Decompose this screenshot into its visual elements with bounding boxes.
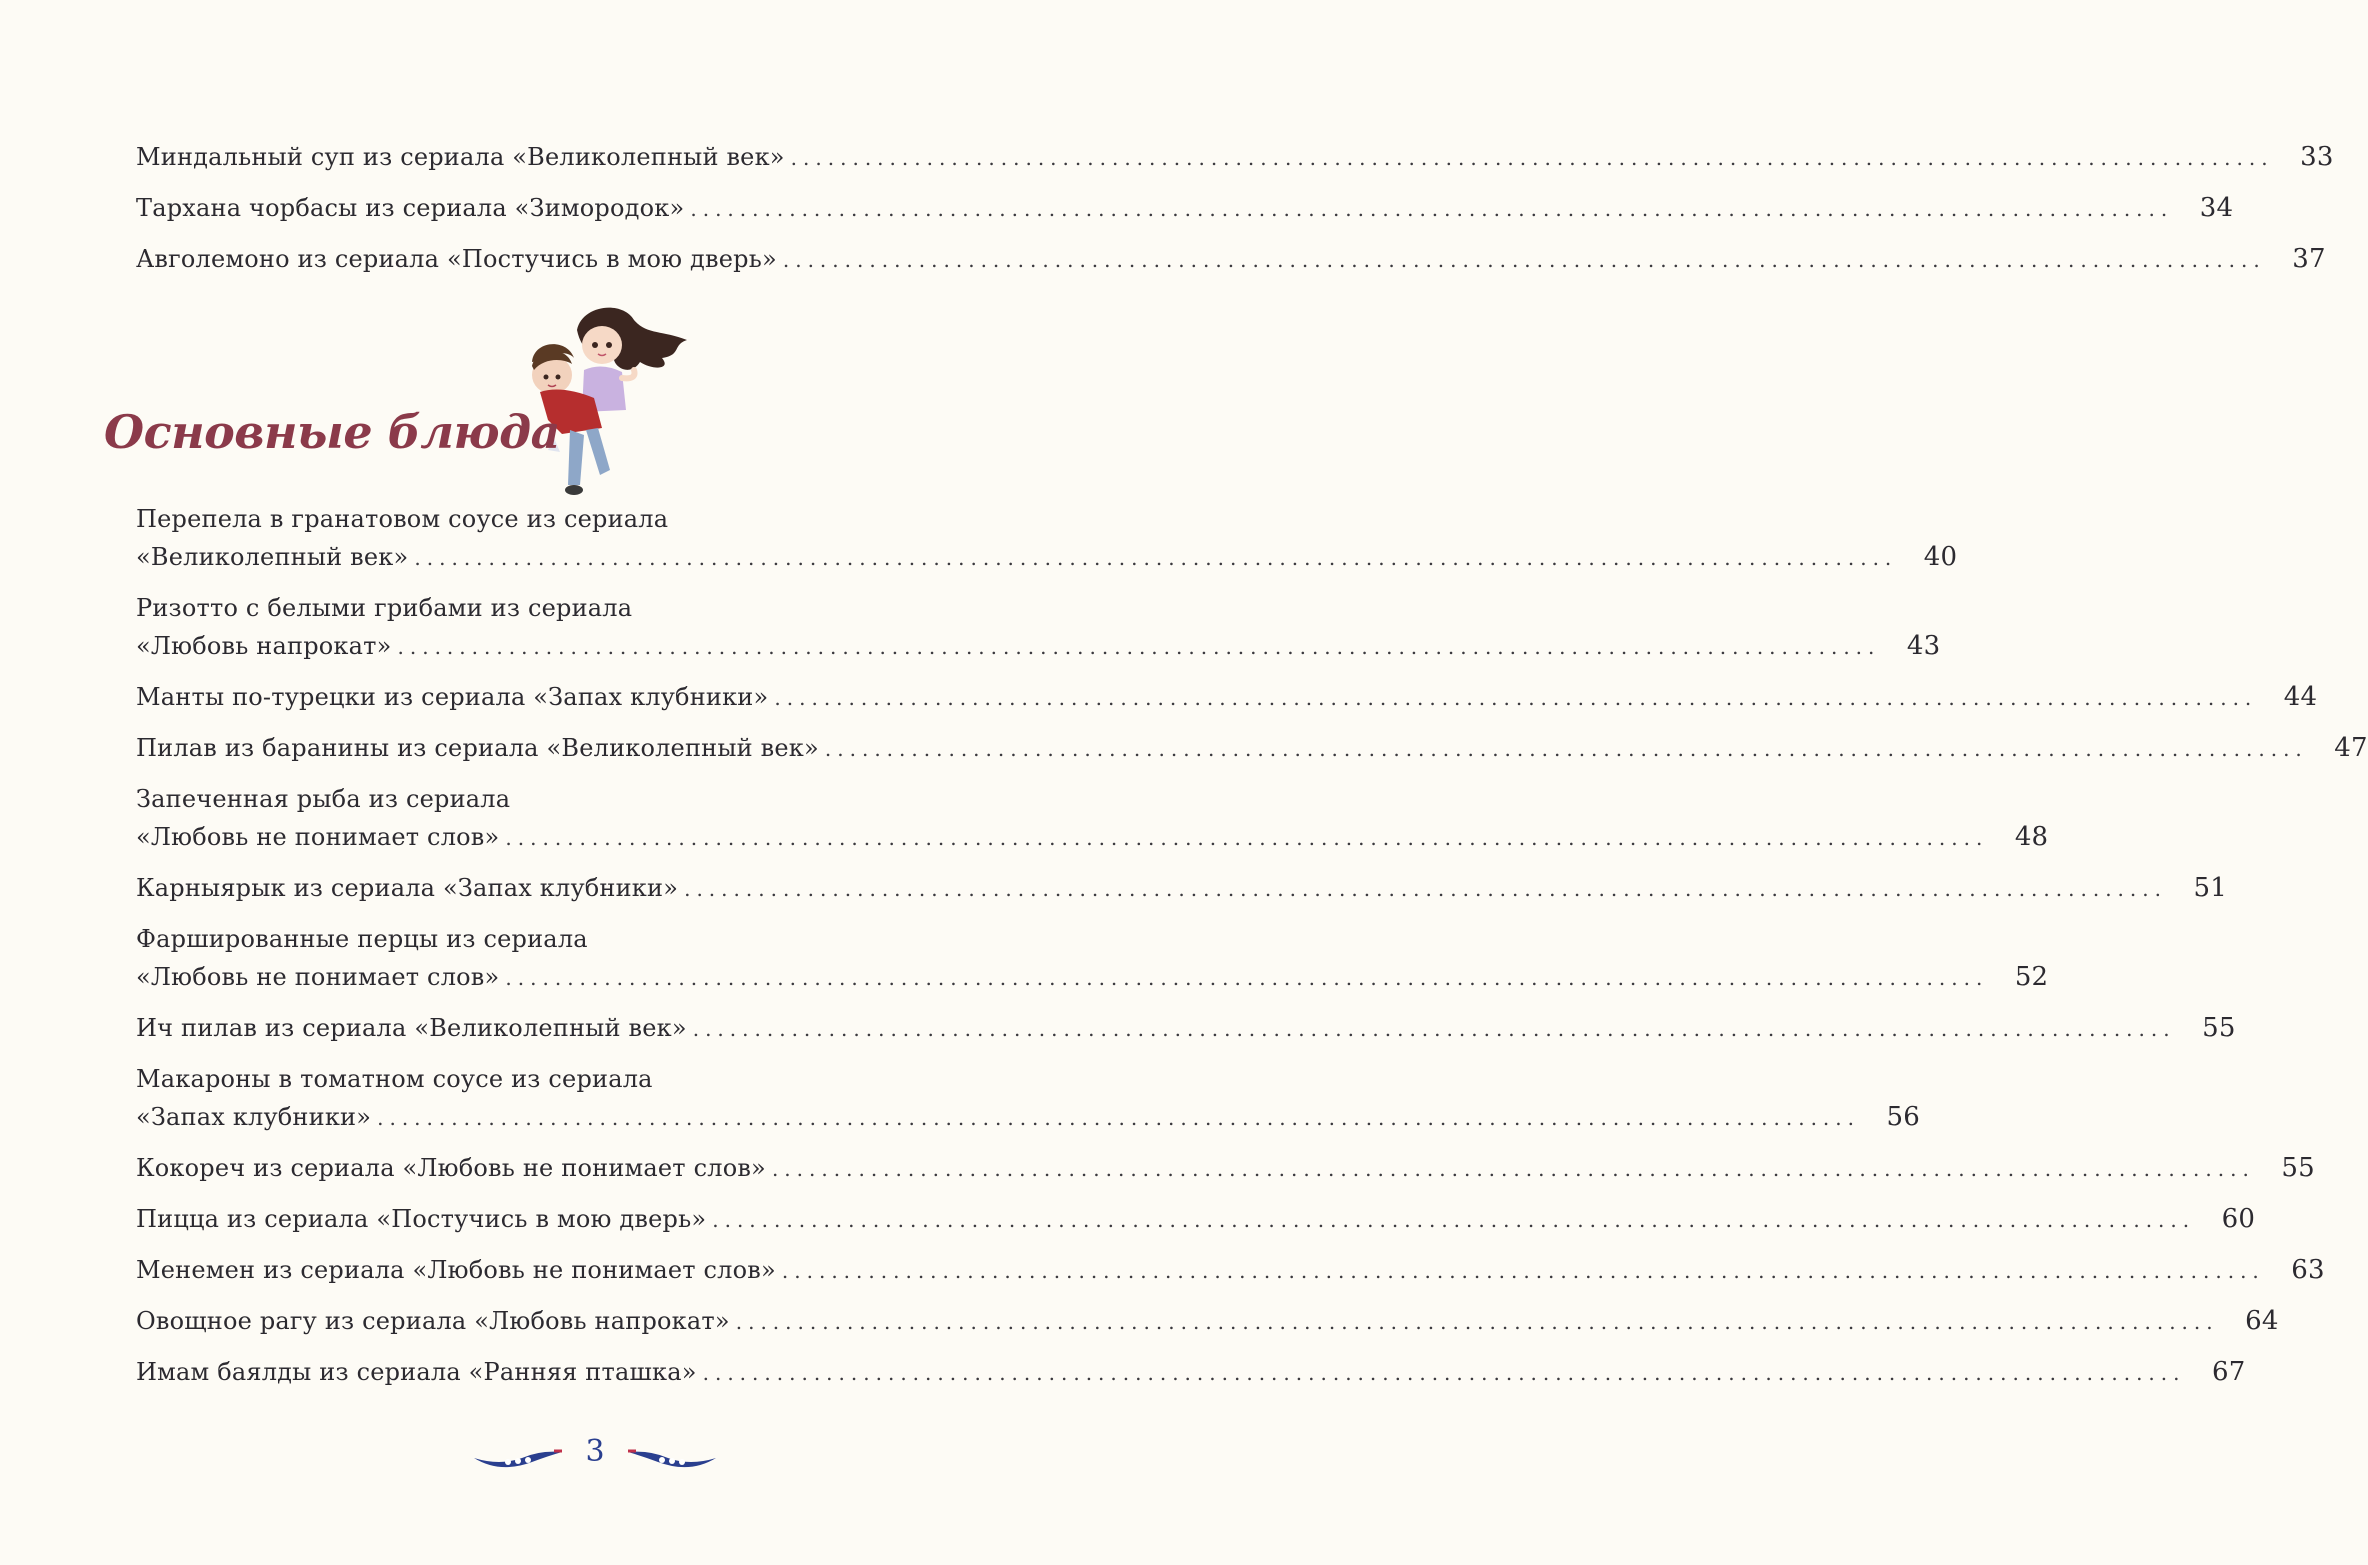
entry-page: 55 [2281, 1153, 2315, 1183]
entry-title: Тархана чорбасы из сериала «Зимородок» [136, 194, 685, 222]
toc-soups [136, 138, 2334, 291]
leader-dots: ........................................................................................................................ [702, 1361, 2186, 1385]
couple-illustration [522, 300, 707, 500]
leader-dots: ........................................................................................................................ [771, 1157, 2255, 1181]
leader-dots: ........................................................................................................................ [782, 248, 2266, 272]
leader-dots: ........................................................................................................................ [781, 1259, 2265, 1283]
toc-entry[interactable] [136, 500, 1958, 576]
toc-entry[interactable] [136, 1060, 1920, 1136]
entry-title-line1: Фаршированные перцы из сериала [136, 925, 588, 953]
leader-dots: ........................................................................................................................ [414, 546, 1898, 570]
entry-title: Кокореч из сериала «Любовь не понимает слов» [136, 1154, 766, 1182]
leader-dots: ........................................................................................................................ [824, 737, 2308, 761]
entry-title: Карныярык из сериала «Запах клубники» [136, 874, 679, 902]
entry-page: 55 [2202, 1013, 2236, 1043]
entry-page: 63 [2291, 1255, 2325, 1285]
entry-title: Пицца из сериала «Постучись в мою дверь» [136, 1205, 707, 1233]
toc-entry[interactable] [136, 678, 2318, 716]
toc-entry[interactable] [136, 1353, 2246, 1391]
entry-page: 67 [2212, 1357, 2246, 1387]
entry-page: 47 [2334, 733, 2368, 763]
page-footer [470, 1432, 720, 1482]
entry-title: «Запах клубники» [136, 1103, 372, 1131]
leader-dots: ........................................................................................................................ [774, 686, 2258, 710]
toc-entry[interactable] [136, 240, 2326, 278]
right-ornament-icon [620, 1444, 720, 1474]
leader-dots: ........................................................................................................................ [712, 1208, 2196, 1232]
entry-title: Миндальный суп из сериала «Великолепный век» [136, 143, 785, 171]
entry-page: 40 [1923, 542, 1958, 572]
entry-page: 33 [2300, 142, 2334, 172]
entry-title: Овощное рагу из сериала «Любовь напрокат» [136, 1307, 730, 1335]
entry-title: Менемен из сериала «Любовь не понимает слов» [136, 1256, 776, 1284]
toc-entry[interactable] [136, 589, 1941, 665]
leader-dots: ........................................................................................................................ [397, 635, 1881, 659]
entry-title: Имам баялды из сериала «Ранняя пташка» [136, 1358, 697, 1386]
toc-entry[interactable] [136, 189, 2234, 227]
leader-dots: ........................................................................................................................ [505, 826, 1989, 850]
toc-entry[interactable] [136, 1009, 2236, 1047]
entry-title: Манты по-турецки из сериала «Запах клубники» [136, 683, 769, 711]
entry-title: Пилав из баранины из сериала «Великолепный век» [136, 734, 819, 762]
entry-title: «Любовь не понимает слов» [136, 963, 500, 991]
entry-page: 48 [2014, 822, 2049, 852]
entry-title: «Любовь напрокат» [136, 632, 392, 660]
toc-entry[interactable] [136, 138, 2334, 176]
leader-dots: ........................................................................................................................ [505, 966, 1989, 990]
entry-page: 60 [2221, 1204, 2256, 1234]
entry-page: 44 [2283, 682, 2318, 712]
leader-dots: ........................................................................................................................ [790, 146, 2274, 170]
toc-entry[interactable] [136, 1149, 2315, 1187]
entry-title: «Любовь не понимает слов» [136, 823, 500, 851]
entry-title: Авголемоно из сериала «Постучись в мою дверь» [136, 245, 777, 273]
entry-title-line1: Перепела в гранатовом соусе из сериала [136, 505, 669, 533]
entry-page: 43 [1906, 631, 1941, 661]
entry-title-line1: Ризотто с белыми грибами из сериала [136, 594, 633, 622]
toc-entry[interactable] [136, 729, 2368, 767]
entry-page: 37 [2292, 244, 2326, 274]
toc-entry[interactable] [136, 1302, 2279, 1340]
page-number: 3 [585, 1434, 605, 1469]
entry-title-line1: Запеченная рыба из сериала [136, 785, 511, 813]
entry-title-line1: Макароны в томатном соусе из сериала [136, 1065, 653, 1093]
entry-page: 56 [1886, 1102, 1920, 1132]
toc-main-dishes [136, 500, 2368, 1404]
section-heading: Основные блюда [104, 405, 560, 459]
leader-dots: ........................................................................................................................ [684, 877, 2167, 901]
toc-entry[interactable] [136, 1200, 2256, 1238]
leader-dots: ........................................................................................................................ [377, 1106, 1860, 1130]
entry-page: 64 [2245, 1306, 2279, 1336]
toc-entry[interactable] [136, 920, 2049, 996]
entry-page: 52 [2014, 962, 2049, 992]
leader-dots: ........................................................................................................................ [692, 1017, 2176, 1041]
entry-page: 34 [2199, 193, 2234, 223]
entry-title: Ич пилав из сериала «Великолепный век» [136, 1014, 687, 1042]
leader-dots: ........................................................................................................................ [690, 197, 2174, 221]
entry-title: «Великолепный век» [136, 543, 409, 571]
toc-entry[interactable] [136, 869, 2227, 907]
leader-dots: ........................................................................................................................ [735, 1310, 2219, 1334]
toc-entry[interactable] [136, 780, 2049, 856]
entry-page: 51 [2193, 873, 2227, 903]
toc-entry[interactable] [136, 1251, 2325, 1289]
